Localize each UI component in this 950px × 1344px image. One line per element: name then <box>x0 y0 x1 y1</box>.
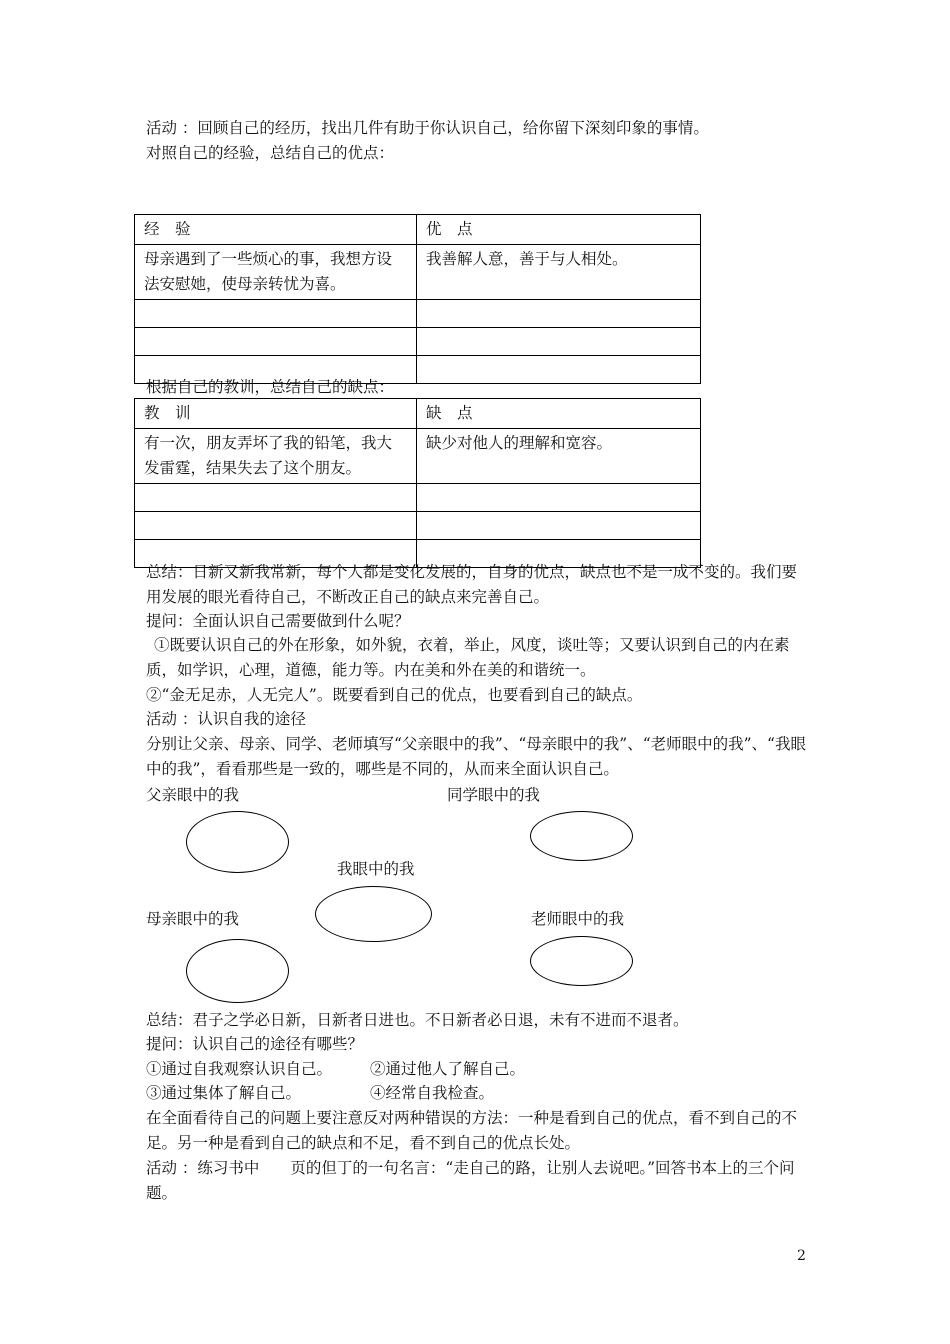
table-row-empty <box>135 328 701 356</box>
label-self: 我眼中的我 <box>337 860 415 878</box>
header-lesson: 教 训 <box>135 399 417 429</box>
activity-2-description: 分别让父亲、母亲、同学、老师填写“父亲眼中的我”、“母亲眼中的我”、“老师眼中的我”、“我眼中的我”，看看那些是一致的，哪些是不同的，从而来全面认识自己。 <box>146 735 806 778</box>
label-mother: 母亲眼中的我 <box>146 910 240 928</box>
way-3: ③通过集体了解自己。 <box>146 1084 302 1102</box>
way-1: ①通过自我观察认识自己。 <box>146 1060 333 1078</box>
activity-3: 活动 ：练习书中 页的但丁的一句名言：“走自己的路，让别人去说吧。”回答书本上的三个问题。 <box>146 1159 795 1202</box>
empty-cell <box>135 512 417 540</box>
point-1: ①既要认识自己的外在形象，如外貌，衣着，举止，风度，谈吐等；又要认识到自己的内在素质，如学识，心理，道德，能力等。内在美和外在美的和谐统一。 <box>146 636 790 679</box>
activity-2-title: 活动 ：认识自我的途径 <box>146 710 306 728</box>
label-classmate: 同学眼中的我 <box>447 786 541 804</box>
table-row-empty <box>135 484 701 512</box>
empty-cell <box>417 356 701 384</box>
summary-2: 总结：君子之学必日新，日新者日进也。不日新者必日退，未有不进而不退者。 <box>146 1011 689 1029</box>
intro-line-2: 对照自己的经验，总结自己的优点： <box>146 144 395 162</box>
strengths-table <box>134 214 701 384</box>
table-row-empty <box>135 512 701 540</box>
weakness-table <box>134 398 701 568</box>
table-row-empty <box>135 300 701 328</box>
question-1: 提问：全面认识自己需要做到什么呢？ <box>146 612 410 630</box>
table-header-row <box>135 399 701 429</box>
empty-cell <box>417 300 701 328</box>
empty-cell <box>135 328 417 356</box>
empty-cell <box>135 300 417 328</box>
father-ellipse <box>186 811 289 873</box>
cell-lesson: 有一次，朋友弄坏了我的铅笔，我大发雷霆，结果失去了这个朋友。 <box>135 429 417 484</box>
page-number: 2 <box>797 1248 806 1264</box>
classmate-ellipse <box>530 811 633 861</box>
mother-ellipse <box>186 939 289 1003</box>
header-strength: 优 点 <box>417 215 701 245</box>
table-row <box>135 245 701 300</box>
intro-line-1: 活动 ：回顾自己的经历，找出几件有助于你认识自己，给你留下深刻印象的事情。 <box>146 119 709 137</box>
cell-weakness: 缺少对他人的理解和宽容。 <box>417 429 701 484</box>
weakness-intro: 根据自己的教训，总结自己的缺点： <box>146 378 395 396</box>
errors-paragraph: 在全面看待自己的问题上要注意反对两种错误的方法：一种是看到自己的优点，看不到自己的不足。另一种是看到自己的缺点和不足，看不到自己的优点长处。 <box>146 1109 798 1152</box>
header-experience: 经 验 <box>135 215 417 245</box>
question-2: 提问：认识自己的途径有哪些？ <box>146 1035 364 1053</box>
empty-cell <box>417 484 701 512</box>
teacher-ellipse <box>530 936 633 986</box>
header-weakness: 缺 点 <box>417 399 701 429</box>
empty-cell <box>417 512 701 540</box>
label-teacher: 老师眼中的我 <box>531 910 625 928</box>
cell-strength: 我善解人意，善于与人相处。 <box>417 245 701 300</box>
table-row <box>135 429 701 484</box>
label-father: 父亲眼中的我 <box>146 786 240 804</box>
empty-cell <box>417 328 701 356</box>
empty-cell <box>135 484 417 512</box>
cell-experience: 母亲遇到了一些烦心的事，我想方设法安慰她，使母亲转忧为喜。 <box>135 245 417 300</box>
way-2: ②通过他人了解自己。 <box>370 1060 526 1078</box>
self-ellipse <box>315 886 432 942</box>
point-2: ②“金无足赤，人无完人”。既要看到自己的优点，也要看到自己的缺点。 <box>146 686 643 704</box>
summary-1: 总结：日新又新我常新，每个人都是变化发展的，自身的优点，缺点也不是一成不变的。我们要用发展的眼光看待自己，不断改正自己的缺点来完善自己。 <box>146 563 798 606</box>
table-header-row <box>135 215 701 245</box>
way-4: ④经常自我检查。 <box>370 1084 495 1102</box>
